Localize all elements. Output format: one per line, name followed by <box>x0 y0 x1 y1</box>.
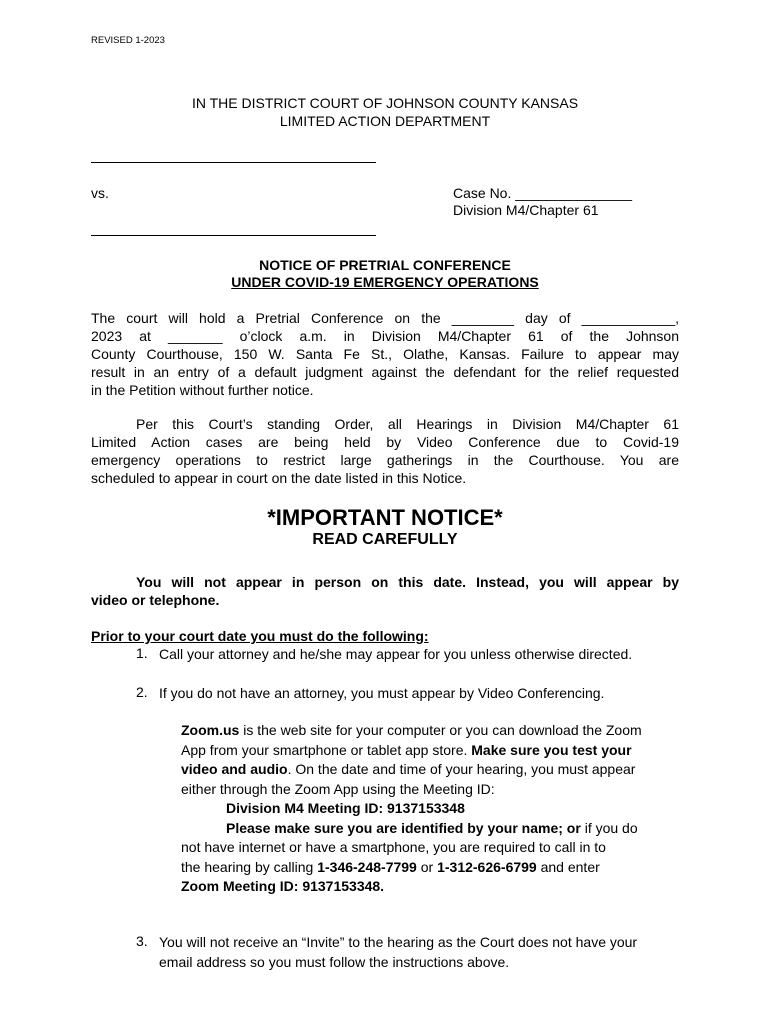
zoom-line <box>181 721 681 741</box>
paragraph-standing-order <box>91 415 679 487</box>
notice-subtitle: UNDER COVID-19 EMERGENCY OPERATIONS <box>231 274 539 290</box>
phone-number: 1-346-248-7799 <box>317 858 417 875</box>
zoom-line: not have internet or have a smartphone, you are required to call in to <box>181 839 606 855</box>
item-text: You will not receive an “Invite” to the hearing as the Court does not have your <box>159 934 638 950</box>
paragraph-line: 2023 at _______ o’clock a.m. in Division M4/Chapter 61 of the Johnson <box>91 328 679 344</box>
zoom-line: either through the Zoom App using the Meeting ID: <box>181 780 495 797</box>
zoom-line <box>181 858 681 878</box>
paragraph-line: County Courthouse, 150 W. Santa Fe St., Olathe, Kansas. Failure to appear may <box>91 346 679 362</box>
defendant-line <box>91 235 376 236</box>
paragraph-line: video or telephone. <box>91 592 220 608</box>
notice-title: NOTICE OF PRETRIAL CONFERENCE <box>259 257 511 273</box>
zoom-line <box>181 741 681 761</box>
zoom-line <box>181 760 681 780</box>
paragraph-line: You will not appear in person on this date. Instead, you will appear by <box>136 574 679 590</box>
item-text: If you do not have an attorney, you must appear by Video Conferencing. <box>159 685 605 701</box>
paragraph-conference <box>91 309 679 399</box>
item-number: 1. <box>136 645 148 661</box>
zoom-test-warning: video and audio <box>181 761 288 777</box>
item-number: 2. <box>136 684 148 700</box>
division-label: Division M4/Chapter 61 <box>453 202 599 218</box>
case-number: Case No. _______________ <box>453 185 633 201</box>
paragraph-line: emergency operations to restrict large gatherings in the Courthouse. You are <box>91 452 679 468</box>
court-department: LIMITED ACTION DEPARTMENT <box>279 113 491 129</box>
paragraph-appearance <box>91 573 679 609</box>
paragraph-line: scheduled to appear in court on the date listed in this Notice. <box>91 470 467 486</box>
court-name: IN THE DISTRICT COURT OF JOHNSON COUNTY KANSAS <box>191 95 579 111</box>
zoom-text: and enter <box>536 858 600 875</box>
identify-warning: Please make sure you are identified by your name; or <box>226 819 581 836</box>
zoom-instructions <box>181 721 681 897</box>
paragraph-line: in the Petition without further notice. <box>91 382 314 398</box>
zoom-test-warning: Make sure you test your <box>471 741 632 758</box>
paragraph-line: result in an entry of a default judgment against the defendant for the relief requested <box>91 364 679 380</box>
zoom-text: . On the date and time of your hearing, you must appear <box>287 761 636 777</box>
zoom-meeting-id: Zoom Meeting ID: 9137153348. <box>181 878 385 894</box>
zoom-text: or <box>416 858 438 875</box>
revised-label: REVISED 1-2023 <box>91 35 165 46</box>
paragraph-line: The court will hold a Pretrial Conference on the ________ day of ____________, <box>91 310 679 326</box>
paragraph-line: Limited Action cases are being held by Video Conference due to Covid-19 <box>91 434 679 450</box>
meeting-id-division: Division M4 Meeting ID: 9137153348 <box>226 800 465 816</box>
zoom-line <box>181 819 681 839</box>
zoom-text: App from your smartphone or tablet app store. <box>181 741 472 758</box>
paragraph-line: Per this Court’s standing Order, all Hearings in Division M4/Chapter 61 <box>136 416 679 432</box>
read-carefully-heading: READ CAREFULLY <box>312 531 458 548</box>
important-notice-heading: *IMPORTANT NOTICE* <box>267 505 503 530</box>
item-text: Call your attorney and he/she may appear for you unless otherwise directed. <box>159 646 633 662</box>
phone-number: 1-312-626-6799 <box>437 858 537 875</box>
zoom-text: is the web site for your computer or you can download the Zoom <box>239 722 642 738</box>
zoom-text: the hearing by calling <box>181 858 318 875</box>
zoom-site-label: Zoom.us <box>181 722 240 738</box>
prior-heading: Prior to your court date you must do the following: <box>91 628 429 644</box>
vs-label: vs. <box>91 185 109 201</box>
item-text: email address so you must follow the instructions above. <box>159 954 510 970</box>
item-number: 3. <box>136 933 148 949</box>
zoom-text: if you do <box>580 819 638 836</box>
plaintiff-line <box>91 162 376 163</box>
